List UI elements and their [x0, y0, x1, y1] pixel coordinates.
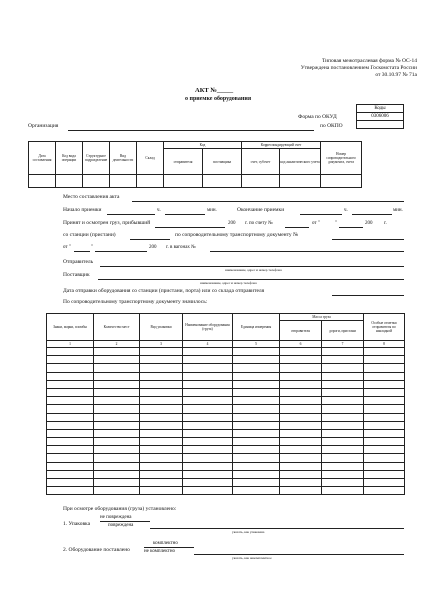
table-cell[interactable]	[233, 454, 280, 462]
accepted-label: Принят и осмотрен груз, прибывший	[63, 220, 151, 226]
approval-line: Утверждена постановлением Госкомстата России	[300, 65, 417, 71]
pack-note: указать, как упакована	[232, 530, 265, 534]
table-cell[interactable]	[233, 446, 280, 454]
table-cell[interactable]	[364, 364, 405, 372]
in-wagons-label: г. в вагонах №	[166, 245, 196, 250]
start-min-field[interactable]	[165, 214, 205, 215]
table-cell[interactable]	[183, 454, 233, 462]
table-cell[interactable]	[233, 380, 280, 388]
table-cell[interactable]	[183, 413, 233, 421]
table-cell[interactable]	[94, 397, 140, 405]
table-cell[interactable]	[140, 470, 183, 478]
org-label: Организация	[28, 123, 59, 129]
table-row[interactable]	[47, 364, 405, 372]
table-cell[interactable]	[47, 348, 94, 356]
table-cell[interactable]	[364, 487, 405, 495]
col-op-code: Код вида операции	[56, 142, 83, 175]
from2-label: от "	[63, 245, 71, 250]
table-cell[interactable]	[140, 388, 183, 396]
table-cell[interactable]	[280, 438, 322, 446]
table-cell[interactable]	[364, 380, 405, 388]
table-cell[interactable]	[140, 454, 183, 462]
table-cell[interactable]	[322, 429, 364, 437]
codes-box	[356, 104, 404, 129]
table-cell[interactable]	[364, 462, 405, 470]
sender-note: наименование, адрес и номер телефона	[225, 268, 282, 272]
table-row[interactable]	[47, 413, 405, 421]
cargo-table	[46, 313, 405, 495]
table-cell[interactable]	[183, 487, 233, 495]
transport-doc-number-field[interactable]	[332, 239, 404, 240]
table-cell[interactable]	[94, 372, 140, 380]
table-cell[interactable]	[280, 348, 322, 356]
table-cell[interactable]	[183, 348, 233, 356]
table-row[interactable]	[47, 438, 405, 446]
table-row[interactable]	[47, 356, 405, 364]
table-cell[interactable]	[140, 380, 183, 388]
table-cell[interactable]	[94, 405, 140, 413]
table-cell[interactable]	[364, 388, 405, 396]
table-row[interactable]	[47, 372, 405, 380]
table-cell[interactable]	[233, 397, 280, 405]
table-cell[interactable]	[94, 429, 140, 437]
table-cell[interactable]	[94, 348, 140, 356]
end-hour-field[interactable]	[300, 214, 342, 215]
col-notes: Особые отметки отправителя по накладной	[364, 314, 405, 341]
pack-opt2[interactable]: повреждена	[108, 523, 134, 528]
table-cell[interactable]	[183, 364, 233, 372]
table-cell[interactable]	[183, 397, 233, 405]
table-cell[interactable]	[140, 405, 183, 413]
table-cell[interactable]	[280, 364, 322, 372]
table-row[interactable]	[47, 454, 405, 462]
col-doc-number: Номер сопроводительного документа, счета	[321, 142, 362, 175]
table-cell[interactable]	[183, 421, 233, 429]
table-cell[interactable]	[47, 372, 94, 380]
col-warehouse: Склад	[137, 142, 164, 175]
table-cell[interactable]	[183, 479, 233, 487]
table-cell[interactable]	[322, 356, 364, 364]
table-cell[interactable]	[322, 413, 364, 421]
end-min-field[interactable]	[352, 214, 392, 215]
doc-month-field[interactable]	[95, 251, 147, 252]
table-cell[interactable]	[364, 421, 405, 429]
table-cell[interactable]	[47, 487, 94, 495]
col-struct: Структурное подразделение	[83, 142, 110, 175]
table-cell[interactable]	[322, 487, 364, 495]
sender-label: Отправитель	[63, 259, 94, 265]
table-cell[interactable]	[94, 479, 140, 487]
table-cell[interactable]	[94, 364, 140, 372]
table-cell[interactable]	[47, 479, 94, 487]
quote2: "	[91, 245, 94, 250]
table-cell[interactable]	[322, 438, 364, 446]
table-cell[interactable]	[364, 413, 405, 421]
col-supplier: поставщика	[203, 149, 242, 175]
org-field[interactable]	[68, 130, 314, 131]
wagons-field[interactable]	[210, 251, 404, 252]
table-row[interactable]	[47, 462, 405, 470]
table-cell[interactable]	[233, 462, 280, 470]
okpo-label: по ОКПО	[320, 123, 343, 129]
col-num-2: 2	[94, 341, 140, 348]
table-cell[interactable]	[280, 388, 322, 396]
table-cell[interactable]	[364, 429, 405, 437]
col-num-4: 4	[183, 341, 233, 348]
table-cell[interactable]	[140, 462, 183, 470]
supplier-label: Поставщик	[63, 272, 90, 278]
col-num-5: 5	[233, 341, 280, 348]
equip-field[interactable]	[194, 554, 404, 555]
from-station-label: со станции (пристани)	[63, 232, 116, 238]
col-corr-group: Корреспондирующий счет	[242, 142, 321, 149]
table-cell[interactable]	[183, 438, 233, 446]
table-cell[interactable]	[94, 421, 140, 429]
table-cell[interactable]	[322, 388, 364, 396]
end-label: Окончание приемки	[237, 207, 285, 213]
col-mass-road: дороги, пристани	[322, 321, 364, 341]
by-invoice-label: г. по счету №	[245, 221, 273, 226]
table-cell[interactable]	[94, 487, 140, 495]
col-num-7: 7	[322, 341, 364, 348]
form-type-line: Типовая межотраслевая форма № ОС-14	[321, 58, 417, 64]
table-row[interactable]	[47, 388, 405, 396]
table-cell[interactable]	[183, 356, 233, 364]
equip-note: указать, как некомплектное	[232, 556, 272, 560]
table-cell[interactable]	[140, 429, 183, 437]
supplier-field[interactable]	[98, 279, 404, 280]
table-cell[interactable]	[364, 356, 405, 364]
table-cell[interactable]	[47, 446, 94, 454]
col-name: Наименование оборудования (груза)	[183, 314, 233, 341]
table-cell[interactable]	[322, 348, 364, 356]
table-cell[interactable]	[233, 388, 280, 396]
table-cell[interactable]	[94, 470, 140, 478]
sender-field[interactable]	[100, 266, 404, 267]
table-cell[interactable]	[322, 405, 364, 413]
table-cell[interactable]	[94, 413, 140, 421]
table-cell[interactable]	[280, 470, 322, 478]
table-row[interactable]	[47, 487, 405, 495]
table-cell[interactable]	[233, 356, 280, 364]
supplier-note: наименование, адрес и номер телефона	[200, 281, 257, 285]
table-cell[interactable]	[140, 356, 183, 364]
table-cell[interactable]	[233, 438, 280, 446]
table-cell[interactable]	[47, 388, 94, 396]
table-cell[interactable]	[280, 421, 322, 429]
table-row[interactable]	[29, 175, 405, 188]
table-cell[interactable]	[140, 364, 183, 372]
col-activity: Вид деятельности	[110, 142, 137, 175]
approval-date-line: от 30.10.97 № 71а	[375, 72, 417, 78]
year2: 200	[365, 221, 373, 226]
table-row[interactable]	[47, 421, 405, 429]
table-cell[interactable]	[183, 380, 233, 388]
table-cell[interactable]	[280, 446, 322, 454]
table-cell[interactable]	[94, 462, 140, 470]
g1: г.	[384, 221, 387, 226]
pack-opt-divider	[100, 521, 150, 522]
end-h-unit: ч.	[344, 208, 348, 213]
table-cell[interactable]	[280, 487, 322, 495]
table-cell[interactable]	[140, 479, 183, 487]
col-mass: Масса груза	[280, 314, 364, 321]
start-label: Начало приемки	[63, 207, 102, 213]
table-cell[interactable]	[47, 413, 94, 421]
table-cell[interactable]	[280, 397, 322, 405]
inspection-label: При осмотре оборудования (груза) установлено:	[63, 506, 177, 512]
start-m-unit: мин.	[207, 208, 217, 213]
table-cell[interactable]	[364, 397, 405, 405]
table-cell[interactable]	[47, 380, 94, 388]
station-field[interactable]	[130, 239, 170, 240]
act-title: АКТ №_____	[195, 87, 234, 94]
table-cell[interactable]	[322, 446, 364, 454]
col-mass-sender: отправителя	[280, 321, 322, 341]
col-num-3: 3	[140, 341, 183, 348]
pack-label: 1. Упаковка	[63, 521, 91, 527]
table-cell[interactable]	[322, 462, 364, 470]
col-sender: отправителя	[164, 149, 203, 175]
place-field[interactable]	[132, 201, 404, 202]
table-cell[interactable]	[322, 380, 364, 388]
table-cell[interactable]	[233, 405, 280, 413]
table-cell[interactable]	[280, 454, 322, 462]
table-cell[interactable]	[47, 356, 94, 364]
okpo-value[interactable]	[357, 121, 404, 129]
table-row[interactable]	[47, 446, 405, 454]
okud-label: Форма по ОКУД	[298, 114, 337, 120]
table-cell[interactable]	[47, 438, 94, 446]
table-cell[interactable]	[47, 470, 94, 478]
table-cell[interactable]	[94, 438, 140, 446]
table-cell[interactable]	[322, 421, 364, 429]
invoice-month-field[interactable]	[339, 227, 363, 228]
col-analytic: код аналитического учета	[280, 149, 321, 175]
table-cell[interactable]	[140, 446, 183, 454]
table-cell[interactable]	[233, 429, 280, 437]
table-cell[interactable]	[94, 356, 140, 364]
table-cell[interactable]	[280, 372, 322, 380]
quote1: "	[335, 221, 338, 226]
ship-date-field[interactable]	[332, 295, 404, 296]
place-label: Место составления акта	[63, 194, 120, 200]
table-cell[interactable]	[364, 446, 405, 454]
per-doc-label: По сопроводительному транспортному документу значилось:	[63, 299, 208, 305]
equip-opt2[interactable]: не комплектно	[144, 549, 176, 554]
col-code-group: Код	[164, 142, 242, 149]
table-cell[interactable]	[47, 364, 94, 372]
table-cell[interactable]	[94, 454, 140, 462]
table-cell[interactable]	[183, 462, 233, 470]
table-cell[interactable]	[183, 405, 233, 413]
table-cell[interactable]	[140, 348, 183, 356]
table-row[interactable]	[47, 348, 405, 356]
table-cell[interactable]	[140, 413, 183, 421]
col-num-8: 8	[364, 341, 405, 348]
table-cell[interactable]	[322, 397, 364, 405]
table-cell[interactable]	[280, 429, 322, 437]
col-account: счет, субсчет	[242, 149, 280, 175]
act-subtitle: о приемке оборудования	[185, 96, 252, 102]
table-cell[interactable]	[364, 470, 405, 478]
by-doc-label: по сопроводительному транспортному документу №	[175, 232, 299, 238]
table-cell[interactable]	[364, 479, 405, 487]
table-cell[interactable]	[140, 397, 183, 405]
table-cell[interactable]	[280, 380, 322, 388]
table-cell[interactable]	[233, 470, 280, 478]
equip-opt1[interactable]: комплектно	[153, 541, 178, 546]
equip-label: 2. Оборудование поставлено	[63, 547, 130, 553]
table-row[interactable]	[47, 470, 405, 478]
table-cell[interactable]	[280, 479, 322, 487]
table-cell[interactable]	[322, 479, 364, 487]
end-m-unit: мин.	[393, 208, 403, 213]
equip-opt-divider	[144, 547, 194, 548]
table-cell[interactable]	[280, 413, 322, 421]
table-cell[interactable]	[94, 446, 140, 454]
ship-date-label: Дата отправки оборудования со станции (пристани, порта) или со склада отправителя	[63, 288, 265, 294]
table-cell[interactable]	[47, 421, 94, 429]
table-cell[interactable]	[233, 487, 280, 495]
table-cell[interactable]	[364, 372, 405, 380]
table-cell[interactable]	[183, 446, 233, 454]
doc-day-field[interactable]	[74, 251, 90, 252]
col-num-1: 1	[47, 341, 94, 348]
col-unit: Единица измерения	[233, 314, 280, 341]
col-count: Количество мест	[94, 314, 140, 341]
table-cell[interactable]	[233, 364, 280, 372]
year1: 200	[228, 221, 236, 226]
col-date: Дата составления	[29, 142, 56, 175]
start-hour-field[interactable]	[107, 214, 155, 215]
table-row[interactable]	[47, 429, 405, 437]
table-row[interactable]	[47, 380, 405, 388]
col-pack: Вид упаковки	[140, 314, 183, 341]
table-cell[interactable]	[183, 372, 233, 380]
invoice-number-field[interactable]	[285, 227, 309, 228]
table-cell[interactable]	[233, 372, 280, 380]
table-cell[interactable]	[233, 413, 280, 421]
table-cell[interactable]	[322, 470, 364, 478]
from1-label: от "	[312, 221, 320, 226]
table-cell[interactable]	[183, 470, 233, 478]
table-cell[interactable]	[94, 388, 140, 396]
arrival-date-field[interactable]	[155, 227, 225, 228]
col-num-6: 6	[280, 341, 322, 348]
col-marks: Знаки, марки, пломбы	[47, 314, 94, 341]
table-cell[interactable]	[280, 356, 322, 364]
pack-field[interactable]	[150, 528, 404, 529]
column-numbers-row	[47, 341, 405, 348]
table-cell[interactable]	[280, 462, 322, 470]
table-cell[interactable]	[364, 438, 405, 446]
table-row[interactable]	[47, 397, 405, 405]
table-row[interactable]	[47, 405, 405, 413]
pack-opt1[interactable]: не повреждена	[100, 515, 132, 520]
table-cell[interactable]	[364, 348, 405, 356]
table-cell[interactable]	[322, 454, 364, 462]
table-cell[interactable]	[140, 421, 183, 429]
table-cell[interactable]	[47, 405, 94, 413]
table-cell[interactable]	[233, 348, 280, 356]
table-cell[interactable]	[47, 454, 94, 462]
table-cell[interactable]	[183, 429, 233, 437]
table-cell[interactable]	[47, 397, 94, 405]
table-cell[interactable]	[183, 388, 233, 396]
table-cell[interactable]	[364, 454, 405, 462]
table-cell[interactable]	[322, 364, 364, 372]
table-cell[interactable]	[233, 421, 280, 429]
table-row[interactable]	[47, 479, 405, 487]
table-cell[interactable]	[233, 479, 280, 487]
table-cell[interactable]	[140, 372, 183, 380]
start-h-unit: ч.	[157, 208, 161, 213]
table-cell[interactable]	[364, 405, 405, 413]
okud-value[interactable]: 0306006	[357, 113, 404, 121]
table-cell[interactable]	[47, 462, 94, 470]
table-cell[interactable]	[280, 405, 322, 413]
table-cell[interactable]	[140, 438, 183, 446]
document-codes-table	[28, 141, 405, 188]
table-cell[interactable]	[47, 429, 94, 437]
table-cell[interactable]	[322, 372, 364, 380]
table-cell[interactable]	[94, 380, 140, 388]
year3: 200	[149, 245, 157, 250]
table-cell[interactable]	[140, 487, 183, 495]
codes-header: Коды	[357, 105, 404, 113]
